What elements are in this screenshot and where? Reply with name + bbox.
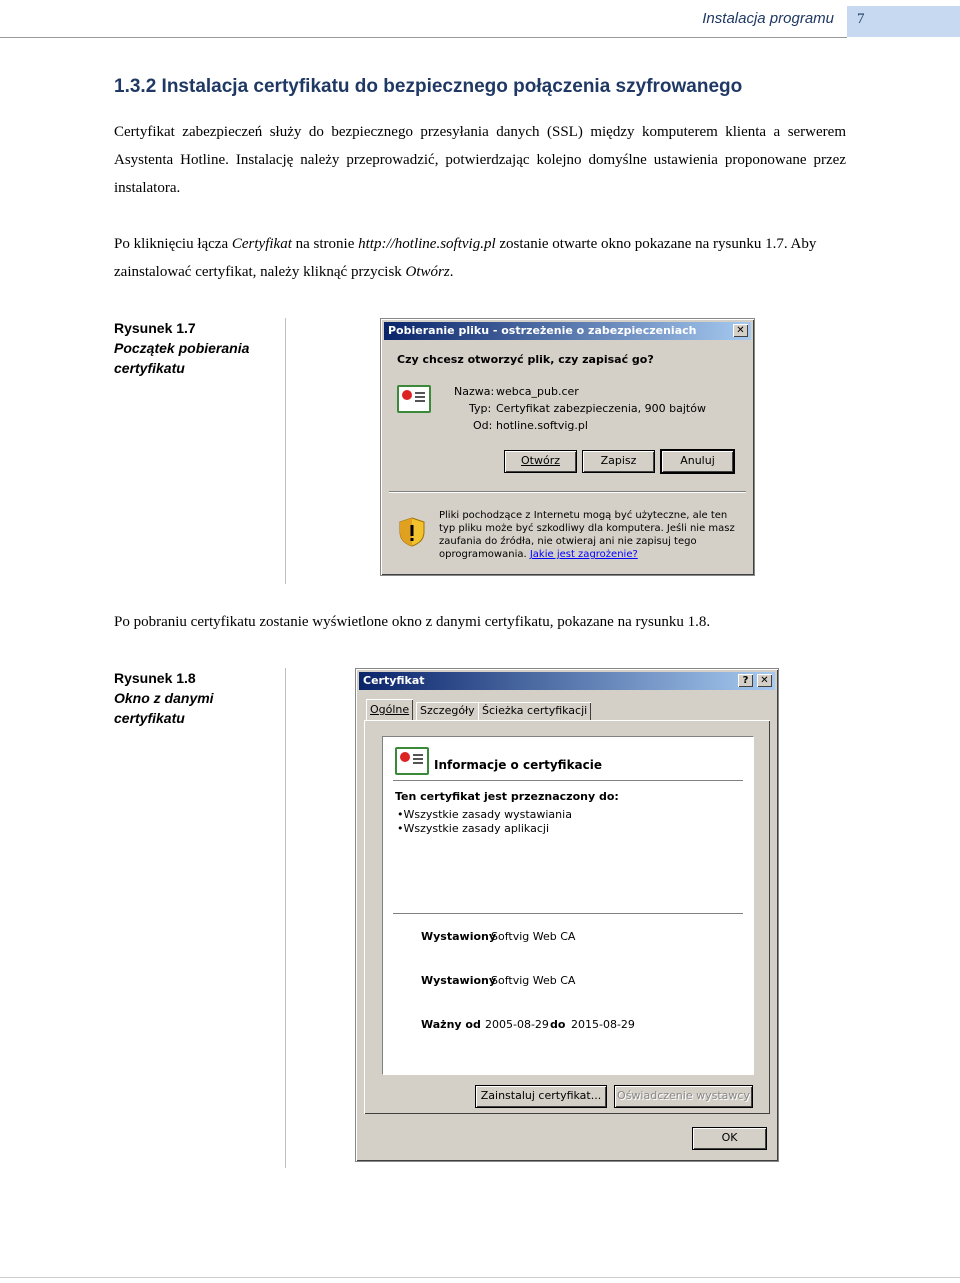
name-value: webca_pub.cer	[496, 385, 579, 398]
valid-from-label: Ważny od	[421, 1018, 481, 1031]
dialog-title: Pobieranie pliku - ostrzeżenie o zabezpieczeniach	[388, 324, 697, 337]
shield-warning-icon	[399, 517, 425, 547]
button-name-italic: Otwórz	[405, 264, 450, 280]
tab-panel	[364, 720, 770, 1114]
figure-caption-2	[114, 668, 214, 728]
dialog-question: Czy chcesz otworzyć plik, czy zapisać go?	[397, 353, 654, 366]
issued-to-value: Softvig Web CA	[491, 930, 576, 943]
tab-certification-path[interactable]	[478, 702, 591, 720]
valid-to-value: 2015-08-29	[571, 1018, 635, 1031]
open-button[interactable]	[505, 451, 576, 472]
certificate-dialog	[355, 668, 779, 1162]
figure-label: Rysunek 1.7	[114, 320, 196, 336]
warning-body: Pliki pochodzące z Internetu mogą być użyteczne, ale ten typ pliku może być szkodliwy dla komputera. Jeśli nie masz zaufania do źródła, nie otwieraj ani nie zapisuj tego oprogramowania.	[439, 510, 735, 560]
open-button-label: Otwórz	[521, 454, 560, 467]
link-name-italic: Certyfikat	[231, 236, 292, 252]
install-certificate-button[interactable]	[476, 1086, 606, 1107]
purpose-item: •Wszystkie zasady wystawiania	[397, 808, 572, 821]
close-icon[interactable]: ✕	[733, 324, 748, 337]
ok-button-label: OK	[721, 1131, 738, 1144]
paragraph-after-download: Po pobraniu certyfikatu zostanie wyświetlone okno z danymi certyfikatu, pokazane na rysunku 1.8.	[114, 614, 711, 630]
download-warning-dialog	[380, 318, 755, 576]
paragraph-instructions	[114, 230, 846, 286]
type-label: Typ:	[469, 402, 492, 415]
cancel-button[interactable]	[662, 451, 733, 472]
section-heading: 1.3.2 Instalacja certyfikatu do bezpiecznego połączenia szyfrowanego	[114, 76, 743, 97]
tab-label: Szczegóły	[420, 704, 475, 717]
help-icon[interactable]: ?	[738, 674, 753, 687]
text-run: na stronie	[291, 236, 359, 252]
certificate-icon	[395, 747, 429, 775]
figure-caption-1	[114, 318, 249, 378]
separator	[393, 780, 743, 782]
warning-text	[439, 509, 739, 561]
type-value: Certyfikat zabezpieczenia, 900 bajtów	[496, 402, 706, 415]
certificate-icon	[397, 385, 431, 413]
text-run: zostanie otwarte okno pokazane na rysunku 1.7. Aby zainstalować certyfikat, należy kliknąć przycisk	[114, 236, 817, 280]
footer-rule	[0, 1277, 960, 1278]
save-button[interactable]	[583, 451, 654, 472]
figure-caption-line: certyfikatu	[114, 710, 185, 726]
dialog-title: Certyfikat	[363, 674, 425, 687]
figure-caption-line: certyfikatu	[114, 360, 185, 376]
tab-details[interactable]	[416, 702, 479, 720]
cancel-button-label: Anuluj	[680, 454, 715, 467]
paragraph-intro: Certyfikat zabezpieczeń służy do bezpiecznego przesyłania danych (SSL) między komputerem klienta a serwerem Asystenta Hotline. Instalację należy przeprowadzić, potwierdzając kolejno domyślne ustawienia proponowane przez instalatora.	[114, 124, 846, 196]
figure-caption-line: Początek pobierania	[114, 340, 250, 356]
info-title: Informacje o certyfikacie	[434, 758, 603, 772]
tab-general[interactable]	[366, 699, 413, 720]
figure-caption-line: Okno z danymi	[114, 690, 214, 706]
name-label: Nazwa:	[454, 385, 495, 398]
valid-from-value: 2005-08-29	[485, 1018, 549, 1031]
risk-info-link[interactable]: Jakie jest zagrożenie?	[529, 549, 638, 560]
dialog-titlebar	[384, 322, 751, 340]
text-run: .	[449, 264, 454, 280]
url-italic: http://hotline.softvig.pl	[358, 236, 496, 252]
dialog-titlebar	[359, 672, 775, 690]
running-header-title: Instalacja programu	[702, 10, 834, 27]
figure-divider	[285, 318, 286, 584]
save-button-label: Zapisz	[600, 454, 637, 467]
tab-label: Ogólne	[370, 703, 410, 716]
install-button-label: Zainstaluj certyfikat...	[480, 1089, 602, 1102]
ok-button[interactable]	[693, 1128, 766, 1149]
issued-by-value: Softvig Web CA	[491, 974, 576, 987]
issued-to-label: Wystawiony	[421, 930, 497, 943]
issuer-statement-button	[615, 1086, 752, 1107]
valid-to-label: do	[550, 1018, 566, 1031]
figure-label: Rysunek 1.8	[114, 670, 196, 686]
from-value: hotline.softvig.pl	[496, 419, 588, 432]
issued-by-label: Wystawiony	[421, 974, 497, 987]
page-number-box	[847, 6, 960, 37]
page-number: 7	[857, 11, 865, 27]
tab-label: Ścieżka certyfikacji	[482, 704, 588, 717]
statement-button-label: Oświadczenie wystawcy	[617, 1089, 750, 1102]
header-rule	[0, 37, 847, 38]
separator	[389, 491, 746, 493]
figure-divider	[285, 668, 286, 1168]
separator	[393, 913, 743, 915]
from-label: Od:	[473, 419, 493, 432]
purpose-item: •Wszystkie zasady aplikacji	[397, 822, 550, 835]
purpose-title: Ten certyfikat jest przeznaczony do:	[395, 790, 619, 803]
certificate-info-panel	[382, 736, 754, 1075]
close-icon[interactable]: ✕	[757, 674, 772, 687]
text-run: Po kliknięciu łącza	[114, 236, 232, 252]
